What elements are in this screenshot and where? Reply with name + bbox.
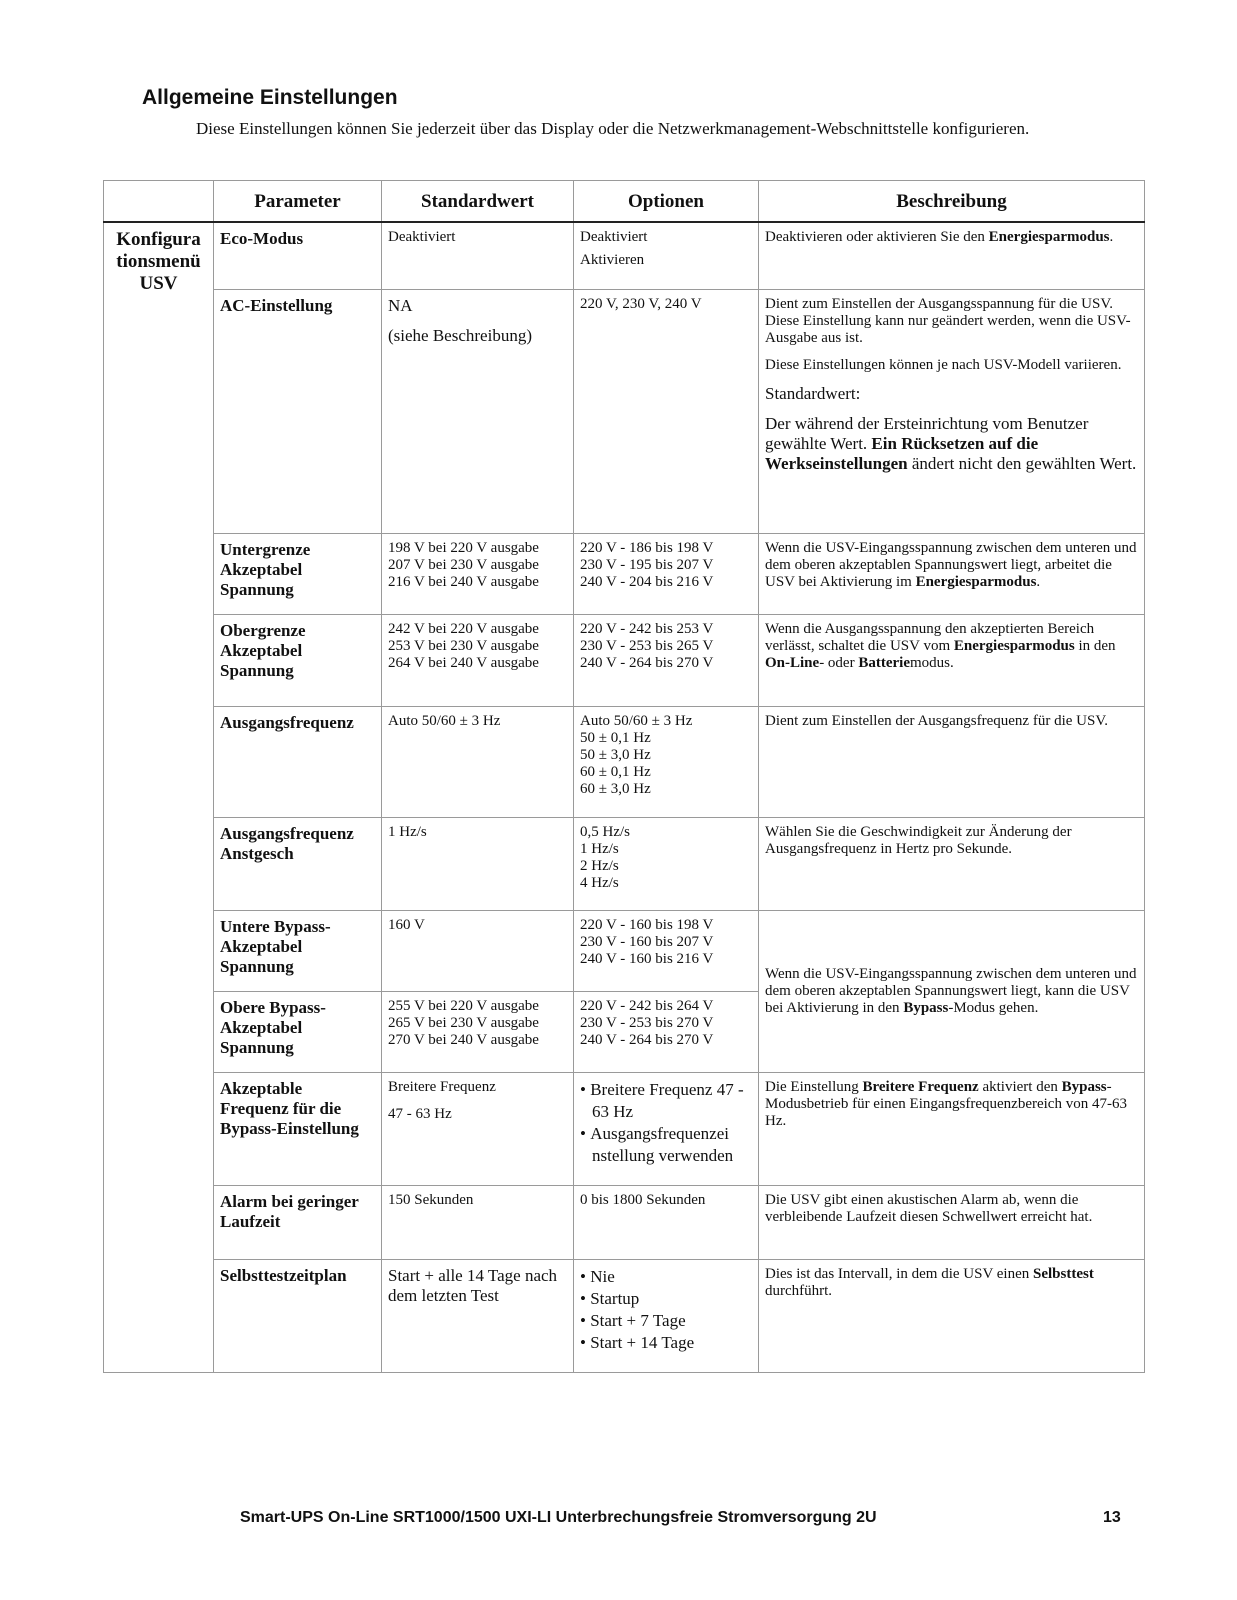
default-line: 198 V bei 220 V ausgabe [388, 539, 539, 556]
option: 230 V - 195 bis 207 V [580, 556, 714, 573]
desc-text: Standardwert: [765, 383, 861, 403]
option: • Start + 14 Tage [580, 1332, 752, 1354]
default-line: 216 V bei 240 V ausgabe [388, 573, 539, 590]
options-slew [574, 817, 759, 910]
param-alarm: Alarm bei geringer Laufzeit [214, 1185, 382, 1259]
section-title: Allgemeine Einstellungen [142, 86, 398, 109]
header-options: Optionen [574, 181, 759, 223]
option: 50 ± 3,0 Hz [580, 746, 651, 763]
desc-text: Der während der Ersteinrichtung vom Benutzer gewählte Wert. [765, 413, 1089, 453]
default-slew: 1 Hz/s [382, 817, 574, 910]
footer-title: Smart-UPS On-Line SRT1000/1500 UXI-LI Unterbrechungsfreie Stromversorgung 2U [240, 1509, 877, 1526]
default-alarm: 150 Sekunden [382, 1185, 574, 1259]
param-freq: Ausgangsfrequenz [214, 706, 382, 817]
default-line: 264 V bei 240 V ausgabe [388, 654, 539, 671]
option: 220 V - 186 bis 198 V [580, 539, 714, 556]
default-line: Breitere Frequenz [388, 1078, 496, 1095]
option-list [580, 1079, 752, 1167]
desc-bold: Breitere Frequenz [862, 1078, 979, 1095]
desc-text: durchführt. [765, 1282, 833, 1299]
options-bypass-lower [574, 910, 759, 991]
menu-label: Konfigura tionsmenü USV [104, 222, 214, 1372]
options-upper [574, 614, 759, 706]
header-description: Beschreibung [759, 181, 1145, 223]
header-parameter: Parameter [214, 181, 382, 223]
desc-bold: Batterie [858, 654, 910, 671]
desc-bold: Energiesparmodus [915, 573, 1037, 590]
desc-bold: Ein Rücksetzen auf die Werkseinstellungen [765, 433, 1039, 473]
default-line: 255 V bei 220 V ausgabe [388, 997, 539, 1014]
desc-bold: Energiesparmodus [988, 229, 1110, 245]
page-number: 13 [1103, 1509, 1121, 1526]
table-row [104, 910, 1145, 991]
desc-text: ändert nicht den gewählten Wert. [907, 453, 1137, 473]
table-row [104, 1259, 1145, 1372]
param-lower: Untergrenze Akzeptabel Spannung [214, 533, 382, 614]
param-ac: AC-Einstellung [214, 289, 382, 533]
param-slew: Ausgangsfrequenz Anstgesch [214, 817, 382, 910]
param-bypass-lower: Untere Bypass-Akzeptabel Spannung [214, 910, 382, 991]
param-selftest: Selbsttestzeitplan [214, 1259, 382, 1372]
table-row [104, 1185, 1145, 1259]
option: • Start + 7 Tage [580, 1310, 752, 1332]
desc-text: Wenn die Ausgangsspannung den akzeptierten Bereich verlässt, schaltet die USV vom [765, 620, 1095, 654]
default-line: 242 V bei 220 V ausgabe [388, 620, 539, 637]
option-list [580, 1266, 752, 1354]
desc-text: modus. [909, 654, 954, 671]
desc-bold: Selbsttest [1033, 1265, 1094, 1282]
option: 60 ± 0,1 Hz [580, 763, 651, 780]
desc-text: . [1036, 573, 1041, 590]
desc-eco [759, 222, 1145, 289]
desc-freq: Dient zum Einstellen der Ausgangsfrequenz für die USV. [759, 706, 1145, 817]
table-header-row [104, 181, 1145, 223]
default-line: NA [388, 295, 413, 315]
default-bypass-upper [382, 991, 574, 1072]
table-row [104, 1072, 1145, 1185]
intro-paragraph: Diese Einstellungen können Sie jederzeit über das Display oder die Netzwerkmanagement-Webschnittstelle konfigurieren. [196, 119, 1030, 138]
option: 220 V - 242 bis 264 V [580, 997, 714, 1014]
option: 240 V - 264 bis 270 V [580, 1031, 714, 1048]
desc-bypass-freq [759, 1072, 1145, 1185]
desc-text: Die Einstellung [765, 1078, 863, 1095]
desc-text: aktiviert den [978, 1078, 1062, 1095]
options-bypass-upper [574, 991, 759, 1072]
param-upper: Obergrenze Akzeptabel Spannung [214, 614, 382, 706]
option: 230 V - 253 bis 270 V [580, 1014, 714, 1031]
option: 230 V - 253 bis 265 V [580, 637, 714, 654]
option: 4 Hz/s [580, 874, 619, 891]
options-lower [574, 533, 759, 614]
default-upper [382, 614, 574, 706]
settings-table [103, 180, 1145, 1373]
desc-slew: Wählen Sie die Geschwindigkeit zur Änderung der Ausgangsfrequenz in Hertz pro Sekunde. [759, 817, 1145, 910]
desc-bold: Bypass [1061, 1078, 1107, 1095]
option: 240 V - 160 bis 216 V [580, 950, 714, 967]
options-freq [574, 706, 759, 817]
default-line: 253 V bei 230 V ausgabe [388, 637, 539, 654]
option: • Breitere Frequenz 47 - 63 Hz [580, 1079, 752, 1123]
option: 240 V - 264 bis 270 V [580, 654, 714, 671]
desc-text: Wenn die USV-Eingangsspannung zwischen dem unteren und dem oberen akzeptablen Spannungswert liegt, arbeitet die USV bei Aktivierung im [765, 539, 1137, 590]
table-row [104, 817, 1145, 910]
desc-ac [759, 289, 1145, 533]
default-line: 270 V bei 240 V ausgabe [388, 1031, 539, 1048]
desc-text: Diese Einstellungen können je nach USV-Modell variieren. [765, 356, 1122, 373]
table-row [104, 533, 1145, 614]
param-bypass-upper: Obere Bypass-Akzeptabel Spannung [214, 991, 382, 1072]
desc-text: Dient zum Einstellen der Ausgangsspannung für die USV. Diese Einstellung kann nur geändert werden, wenn die USV-Ausgabe aus ist. [765, 295, 1131, 346]
desc-bold: Bypass [903, 999, 949, 1016]
desc-bold: On-Line [765, 654, 820, 671]
desc-lower [759, 533, 1145, 614]
option: 230 V - 160 bis 207 V [580, 933, 714, 950]
options-eco [574, 222, 759, 289]
desc-text [765, 414, 1138, 474]
desc-bold: Energiesparmodus [953, 637, 1075, 654]
param-bypass-freq: Akzeptable Frequenz für die Bypass-Einstellung [214, 1072, 382, 1185]
desc-text: - oder [819, 654, 859, 671]
table-row [104, 614, 1145, 706]
default-eco: Deaktiviert [382, 222, 574, 289]
default-selftest: Start + alle 14 Tage nach dem letzten Test [382, 1259, 574, 1372]
option: • Ausgangsfrequenzei nstellung verwenden [580, 1123, 752, 1167]
table-row [104, 222, 1145, 289]
options-selftest [574, 1259, 759, 1372]
desc-text: -Modus gehen. [948, 999, 1039, 1016]
desc-text: . [1109, 229, 1114, 245]
option: 220 V - 160 bis 198 V [580, 916, 714, 933]
desc-text: in den [1074, 637, 1116, 654]
default-line: 265 V bei 230 V ausgabe [388, 1014, 539, 1031]
default-bypass-freq [382, 1072, 574, 1185]
default-bypass-lower: 160 V [382, 910, 574, 991]
option: 2 Hz/s [580, 857, 619, 874]
desc-text: -Modusbetrieb für einen Eingangsfrequenzbereich von 47-63 Hz. [765, 1078, 1127, 1129]
param-eco: Eco-Modus [214, 222, 382, 289]
default-line: 47 - 63 Hz [388, 1105, 452, 1122]
desc-alarm: Die USV gibt einen akustischen Alarm ab, wenn die verbleibende Laufzeit diesen Schwellwert erreicht hat. [759, 1185, 1145, 1259]
table-row [104, 289, 1145, 533]
default-freq: Auto 50/60 ± 3 Hz [382, 706, 574, 817]
option: Aktivieren [580, 252, 645, 268]
option: Deaktiviert [580, 229, 648, 245]
default-ac [382, 289, 574, 533]
header-default: Standardwert [382, 181, 574, 223]
desc-selftest [759, 1259, 1145, 1372]
option: 240 V - 204 bis 216 V [580, 573, 714, 590]
option: • Nie [580, 1266, 752, 1288]
option: 50 ± 0,1 Hz [580, 729, 651, 746]
table-row [104, 706, 1145, 817]
default-line: 207 V bei 230 V ausgabe [388, 556, 539, 573]
desc-text: Wenn die USV-Eingangsspannung zwischen dem unteren und dem oberen akzeptablen Spannungswert liegt, kann die USV bei Aktivierung in den [765, 965, 1137, 1016]
default-line: (siehe Beschreibung) [388, 325, 532, 345]
options-bypass-freq [574, 1072, 759, 1185]
option: 60 ± 3,0 Hz [580, 780, 651, 797]
desc-text: Dies ist das Intervall, in dem die USV einen [765, 1265, 1034, 1282]
desc-bypass [759, 910, 1145, 1072]
options-alarm: 0 bis 1800 Sekunden [574, 1185, 759, 1259]
option: • Startup [580, 1288, 752, 1310]
desc-upper [759, 614, 1145, 706]
header-menu [104, 181, 214, 223]
option: 220 V - 242 bis 253 V [580, 620, 714, 637]
default-lower [382, 533, 574, 614]
option: 1 Hz/s [580, 840, 619, 857]
options-ac: 220 V, 230 V, 240 V [574, 289, 759, 533]
option: 0,5 Hz/s [580, 823, 630, 840]
option: Auto 50/60 ± 3 Hz [580, 712, 693, 729]
desc-text: Deaktivieren oder aktivieren Sie den [765, 229, 989, 245]
